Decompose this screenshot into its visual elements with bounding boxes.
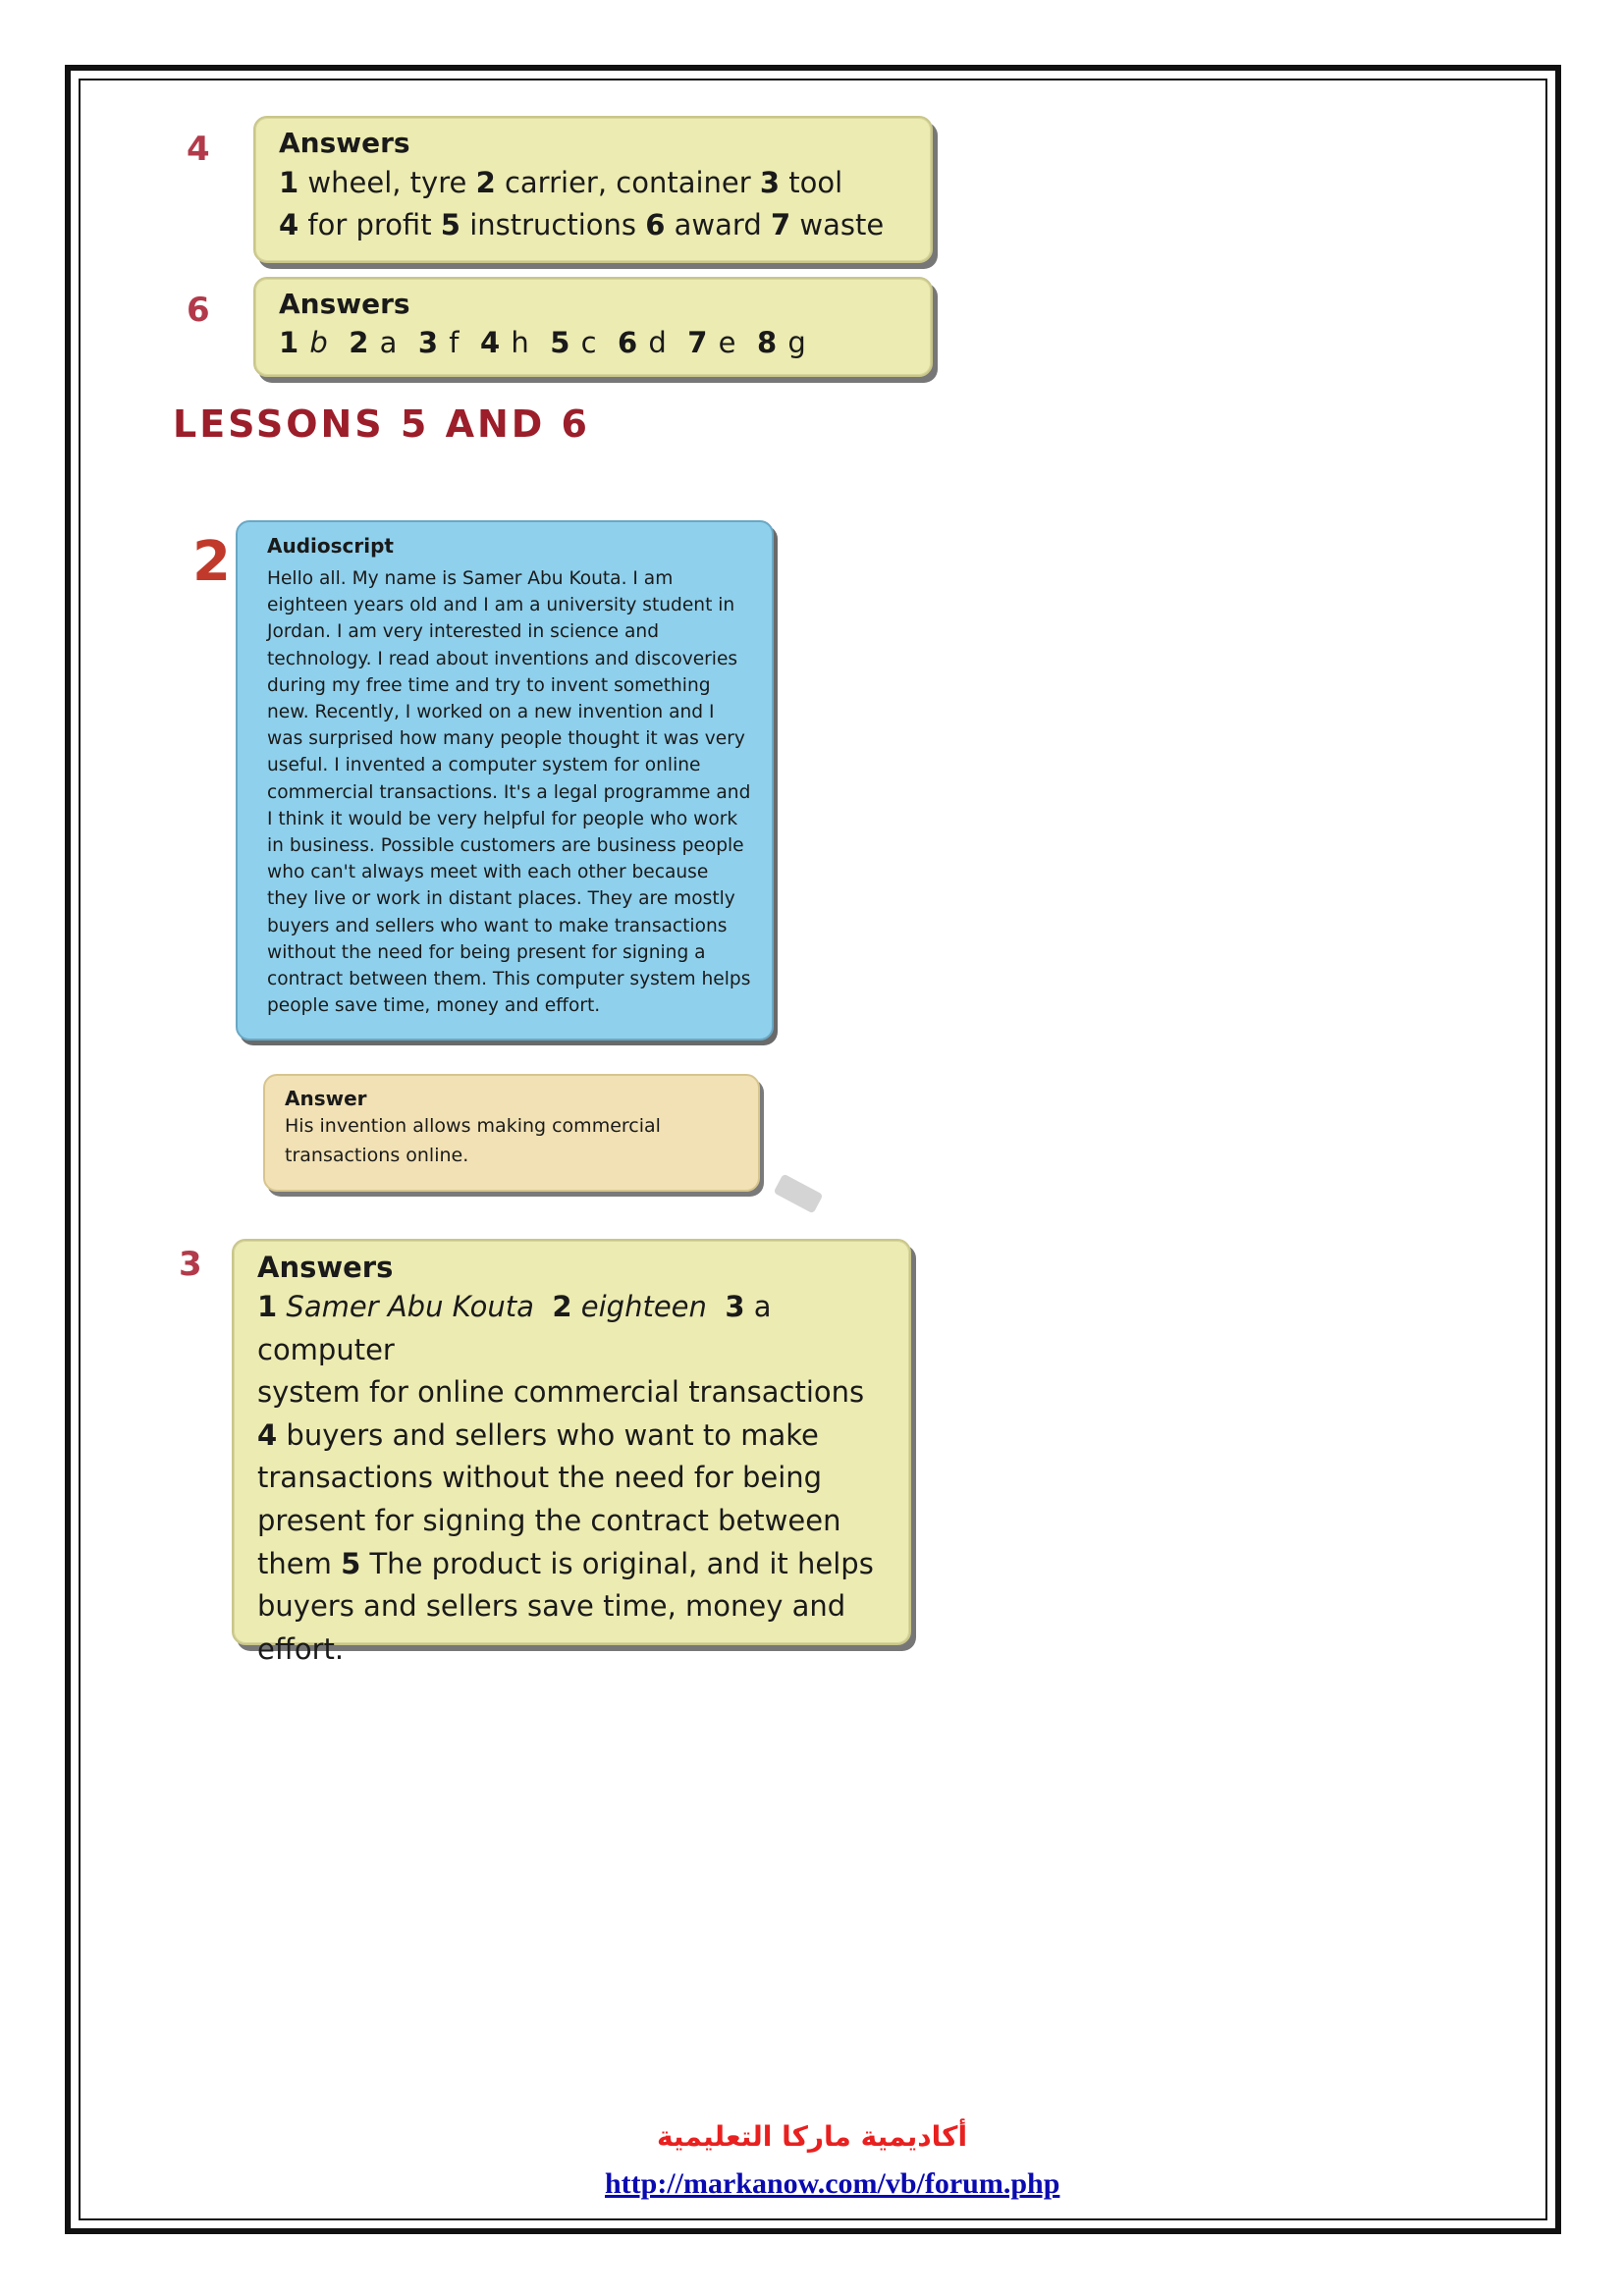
- answer-box: [263, 1074, 760, 1192]
- answers-line: 4 for profit 5 instructions 6 award 7 waste: [279, 208, 885, 241]
- answers-box: [253, 277, 933, 377]
- answer-title: Answer: [285, 1087, 367, 1110]
- answers-box: [232, 1239, 911, 1666]
- answers-title: Answers: [257, 1251, 394, 1284]
- lessons-heading: LESSONS 5 AND 6: [173, 402, 590, 446]
- answer-text: His invention allows making commercial transactions online.: [285, 1115, 661, 1166]
- question-number: 2: [192, 530, 231, 594]
- audioscript-text: Hello all. My name is Samer Abu Kouta. I am eighteen years old and I am a university student in Jordan. I am very interested in science and technology. I read about inventions and discoveries during my free time and try to invent something new. Recently, I worked on a new invention and I was surprised how many people thought it was very useful. I invented a computer system for online commercial transactions. It's a legal programme and I think it would be very helpful for people who work in business. Possible customers are business people who can't always meet with each other because they live or work in distant places. They are mostly buyers and sellers who want to make transactions without the need for being present for signing a contract between them. This computer system helps people save time, money and effort.: [267, 568, 751, 1017]
- footer-academy-name: أكاديمية ماركا التعليمية: [656, 2120, 968, 2153]
- answers-line: 1 b 2 a 3 f 4 h 5 c 6 d 7 e 8 g: [279, 326, 807, 359]
- audioscript-title: Audioscript: [267, 534, 394, 558]
- question-number: 3: [179, 1245, 202, 1284]
- question-number: 4: [187, 130, 210, 169]
- answers-text: 1 Samer Abu Kouta 2 eighteen 3 a computer system for online commercial transactions 4 buyers and sellers who want to make transactions without the need for being present for signing the contract between them 5 The product is original, and it helps buyers and sellers save time, money and effort.: [257, 1290, 874, 1666]
- question-number: 6: [187, 291, 210, 330]
- answers-title: Answers: [279, 127, 410, 159]
- answers-box: [253, 116, 933, 263]
- answers-title: Answers: [279, 288, 410, 320]
- audioscript-box: [236, 520, 774, 1041]
- footer-forum-link[interactable]: http://markanow.com/vb/forum.php: [605, 2167, 1060, 2200]
- answers-line: 1 wheel, tyre 2 carrier, container 3 tool: [279, 166, 843, 199]
